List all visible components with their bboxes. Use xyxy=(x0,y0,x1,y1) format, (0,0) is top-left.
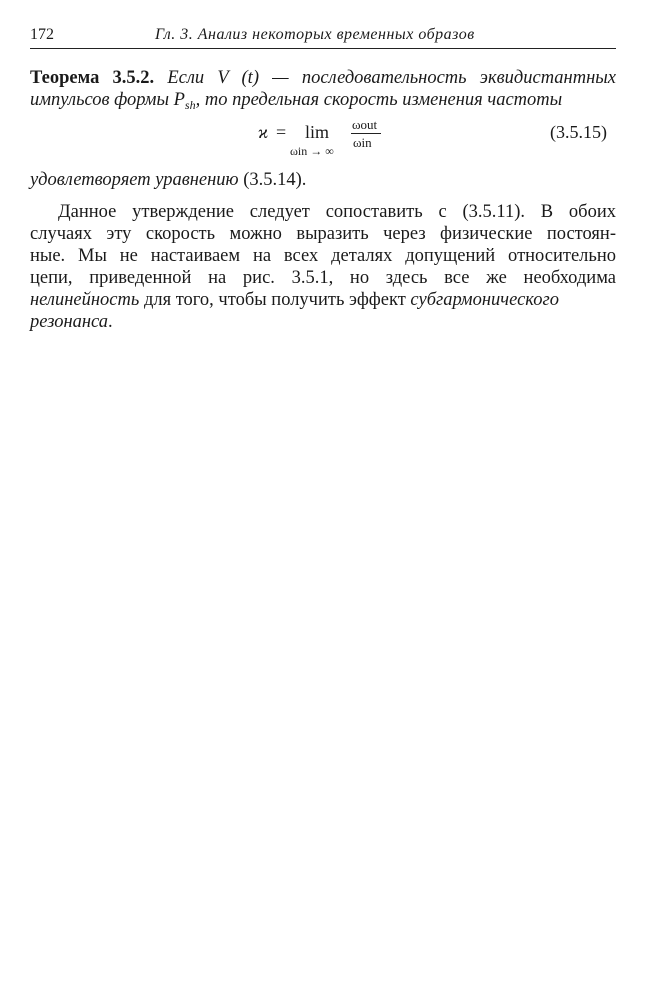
theorem-text-2b: , то предельная скорость изменения частоты xyxy=(195,90,563,110)
paragraph-line-4: цепи, приведенной на рис. 3.5.1, но здесь все же необходима xyxy=(30,268,616,288)
formula-lim-subscript: ωin → ∞ xyxy=(290,144,334,158)
paragraph-line-5-text: для того, чтобы получить эффект xyxy=(139,290,411,310)
equation-reference: (3.5.14). xyxy=(243,170,307,190)
paragraph-line-6 xyxy=(30,311,616,333)
theorem-subscript: sh xyxy=(184,98,196,112)
after-formula-line xyxy=(30,169,616,191)
paragraph-line-2: случаях эту скорость можно выразить через физические постоян- xyxy=(30,224,616,244)
paragraph-line-5 xyxy=(30,289,616,311)
theorem-line-1 xyxy=(30,67,616,89)
equation-number: (3.5.15) xyxy=(550,122,607,142)
formula-lim: lim xyxy=(305,122,330,142)
formula xyxy=(258,118,418,162)
formula-denominator: ωin xyxy=(353,135,372,150)
formula-numerator: ωout xyxy=(352,117,378,132)
paragraph-line-3: ные. Мы не настаиваем на всех деталях допущений относительно xyxy=(30,246,616,266)
theorem-label: Теорема 3.5.2. xyxy=(30,68,155,88)
page-number: 172 xyxy=(30,26,54,43)
theorem-text-2a: импульсов формы P xyxy=(30,90,185,110)
term-nonlinearity: нелинейность xyxy=(30,290,140,310)
paragraph-line-6-tail: . xyxy=(108,312,113,332)
formula-equals: = xyxy=(276,122,287,142)
paragraph-line-1: Данное утверждение следует сопоставить с (3.5.11). В обоих xyxy=(58,202,616,222)
page-header xyxy=(30,24,616,49)
theorem-line-2 xyxy=(30,89,616,116)
theorem-text-1: Если V (t) — последовательность эквидистантных xyxy=(167,68,616,88)
running-title: Гл. 3. Анализ некоторых временных образов xyxy=(155,26,475,43)
formula-fraction-bar xyxy=(351,133,381,134)
term-subharmonic: субгармонического xyxy=(410,290,559,310)
after-formula-text: удовлетворяет уравнению xyxy=(30,170,239,190)
formula-lhs: ϰ xyxy=(258,122,269,142)
term-resonance: резонанса xyxy=(30,312,109,332)
